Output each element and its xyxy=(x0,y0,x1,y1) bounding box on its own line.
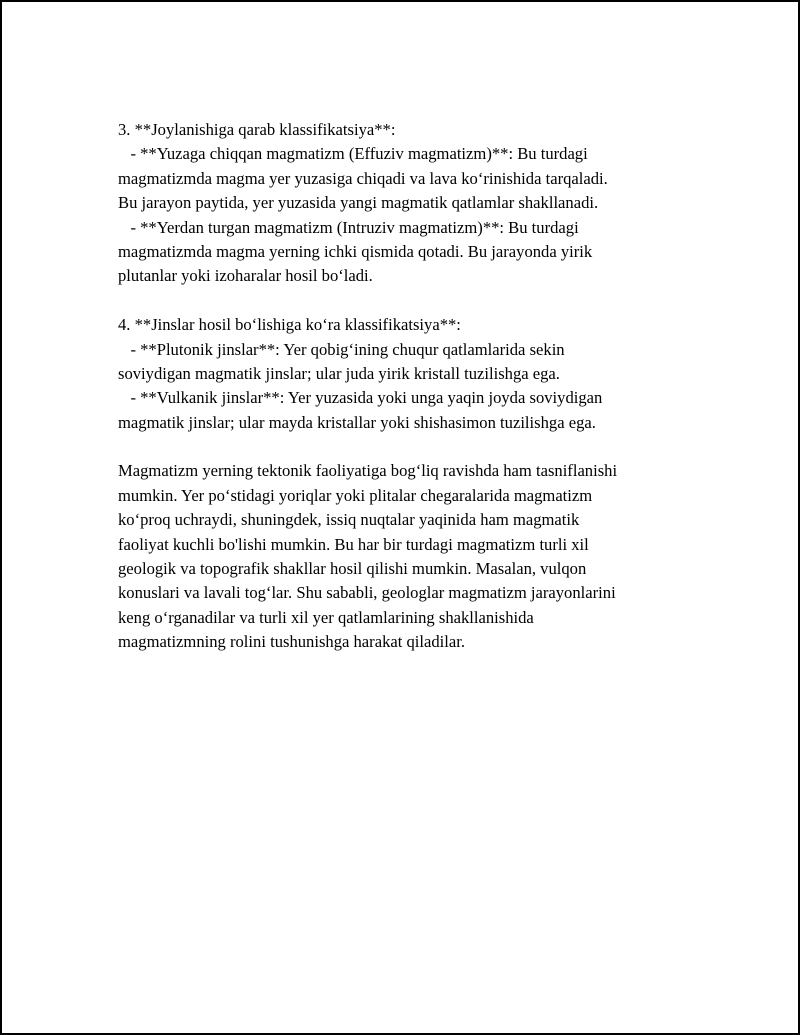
text-line: geologik va topografik shakllar hosil qilishi mumkin. Masalan, vulqon xyxy=(118,559,587,579)
section-4-item-plutonik xyxy=(118,338,718,387)
text-line: plutanlar yoki izoharalar hosil bo‘ladi. xyxy=(118,266,373,286)
text-line: faoliyat kuchli bo'lishi mumkin. Bu har bir turdagi magmatizm turli xil xyxy=(118,534,589,554)
document-body xyxy=(118,118,718,655)
text-line: magmatizmda magma yer yuzasiga chiqadi va lava ko‘rinishida tarqaladi. xyxy=(118,168,608,188)
text-line: keng o‘rganadilar va turli xil yer qatlamlarining shakllanishida xyxy=(118,607,534,627)
text-line: - **Plutonik jinslar**: Yer qobig‘ining chuqur qatlamlarida sekin xyxy=(118,339,565,359)
paragraph-gap xyxy=(118,435,718,459)
text-line: Bu jarayon paytida, yer yuzasida yangi magmatik qatlamlar shakllanadi. xyxy=(118,193,599,213)
section-3-heading: 3. **Joylanishiga qarab klassifikatsiya**: xyxy=(118,120,396,139)
text-line: - **Yuzaga chiqqan magmatizm (Effuziv magmatizm)**: Bu turdagi xyxy=(118,144,588,164)
section-3-item-intruziv xyxy=(118,216,718,289)
paragraph-gap xyxy=(118,289,718,313)
text-line: mumkin. Yer po‘stidagi yoriqlar yoki plitalar chegaralarida magmatizm xyxy=(118,485,593,505)
text-line: - **Yerdan turgan magmatizm (Intruziv magmatizm)**: Bu turdagi xyxy=(118,217,579,237)
text-line: magmatizmning rolini tushunishga harakat qiladilar. xyxy=(118,632,466,652)
text-line: - **Vulkanik jinslar**: Yer yuzasida yoki unga yaqin joyda soviydigan xyxy=(118,388,603,408)
text-line: magmatizmda magma yerning ichki qismida qotadi. Bu jarayonda yirik xyxy=(118,241,593,261)
section-3-item-effuziv xyxy=(118,142,718,215)
text-line: konuslari va lavali tog‘lar. Shu sababli, geologlar magmatizm jarayonlarini xyxy=(118,583,616,603)
section-4-heading: 4. **Jinslar hosil bo‘lishiga ko‘ra klassifikatsiya**: xyxy=(118,315,461,335)
text-line: soviydigan magmatik jinslar; ular juda yirik kristall tuzilishga ega. xyxy=(118,363,560,383)
closing-paragraph xyxy=(118,459,718,654)
text-line: Magmatizm yerning tektonik faoliyatiga bog‘liq ravishda ham tasniflanishi xyxy=(118,461,618,481)
text-line: ko‘proq uchraydi, shuningdek, issiq nuqtalar yaqinida ham magmatik xyxy=(118,510,580,530)
text-line: magmatik jinslar; ular mayda kristallar yoki shishasimon tuzilishga ega. xyxy=(118,412,596,432)
section-4-item-vulkanik xyxy=(118,386,718,435)
